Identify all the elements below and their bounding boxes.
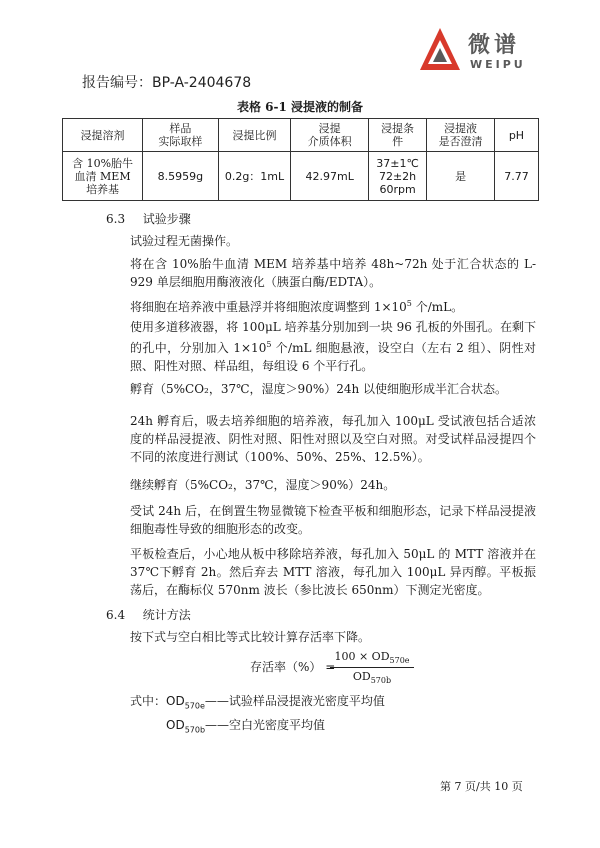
logo-chinese-name: 微谱 xyxy=(468,33,521,58)
formula-fraction xyxy=(330,650,414,685)
formula-numerator: $100 \times OD_{570e}$ xyxy=(330,650,414,668)
header-cell: 浸提 介质体积 xyxy=(291,119,368,152)
header-cell: 样品 实际取样 xyxy=(143,119,218,152)
section-heading xyxy=(106,210,191,227)
header-cell: 浸提比例 xyxy=(218,119,291,152)
paragraph: 将细胞在培养液中重悬浮并将细胞浓度调整到 $1\times 10^5$ 个/mL。 xyxy=(130,299,464,314)
table-cell: 8.5959g xyxy=(143,152,218,201)
table-cell: 37±1℃ 72±2h 60rpm xyxy=(368,152,426,201)
paragraph: 受试 24h 后，在倒置生物显微镜下检查平板和细胞形态，记录下样品浸提液细胞毒性导致的细胞形态的改变。 xyxy=(130,504,536,536)
paragraph: 继续孵育（5%CO₂，37℃，湿度＞90%）24h。 xyxy=(130,478,396,492)
table-cell: 0.2g：1mL xyxy=(218,152,291,201)
section-number: 6.3 xyxy=(106,212,126,226)
section-title: 统计方法 xyxy=(142,608,191,622)
table-title: 表格 6-1 浸提液的制备 xyxy=(236,100,364,114)
formula-denominator: $OD_{570b}$ xyxy=(352,670,392,686)
extract-preparation-table xyxy=(62,118,539,201)
paragraph: 平板检查后，小心地从板中移除培养液，每孔加入 50μL 的 MTT 溶液并在 37℃下孵育 2h。然后弃去 MTT 溶液，每孔加入 100μL 异丙醇。平板振荡后，在酶标仪 570nm 波长（参比波长 650nm）下测定光密度。 xyxy=(130,547,536,597)
paragraph: 按下式与空白相比等式比较计算存活率下降。 xyxy=(130,630,371,644)
table-header-row xyxy=(63,119,539,152)
page-footer: 第 7 页/共 10 页 xyxy=(440,780,523,793)
logo-english-name: WEIPU xyxy=(470,58,526,71)
weipu-logo-icon xyxy=(418,26,462,74)
header-cell: 浸提液 是否澄清 xyxy=(427,119,495,152)
header-cell: pH xyxy=(494,119,538,152)
section-title: 试验步骤 xyxy=(142,212,191,226)
table-cell: 是 xyxy=(427,152,495,201)
table-cell: 含 10%胎牛 血清 MEM 培养基 xyxy=(63,152,143,201)
paragraph: 试验过程无菌操作。 xyxy=(130,234,239,248)
header-cell: 浸提条 件 xyxy=(368,119,426,152)
paragraph: 24h 孵育后，吸去培养细胞的培养液，每孔加入 100μL 受试液包括合适浓度的样品浸提液、阴性对照、阳性对照以及空白对照。对受试样品浸提四个不同的浓度进行测试（100%、50%、25%、12.5%）。 xyxy=(130,414,536,464)
formula-legend-line: $OD_{570b}——$空白光密度平均值 xyxy=(166,718,326,735)
paragraph: 将在含 10%胎牛血清 MEM 培养基中培养 48h~72h 处于汇合状态的 L-929 单层细胞用酶液液化（胰蛋白酶/EDTA）。 xyxy=(130,257,536,289)
formula-legend-line: 式中：$OD_{570e}——$试验样品浸提液光密度平均值 xyxy=(130,694,385,711)
report-number: 报告编号：BP-A-2404678 xyxy=(82,75,252,91)
company-logo xyxy=(418,26,578,74)
table-cell: 42.97mL xyxy=(291,152,368,201)
formula-lhs: 存活率（%） = xyxy=(250,660,336,674)
paragraph: 孵育（5%CO₂，37℃，湿度＞90%）24h 以使细胞形成半汇合状态。 xyxy=(130,382,508,396)
table-cell: 7.77 xyxy=(494,152,538,201)
table-row xyxy=(63,152,539,201)
paragraph: 使用多道移液器，将 100μL 培养基分别加到一块 96 孔板的外围孔。在剩下的孔中，分别加入 $1\times 10^5$ 个/mL 细胞悬液，设空白（左右 2 组）、阴性对照、阳性对照、样品组，每组设 6 个平行孔。 xyxy=(130,320,536,373)
header-cell: 浸提溶剂 xyxy=(63,119,143,152)
section-heading xyxy=(106,606,191,623)
section-number: 6.4 xyxy=(106,608,126,622)
